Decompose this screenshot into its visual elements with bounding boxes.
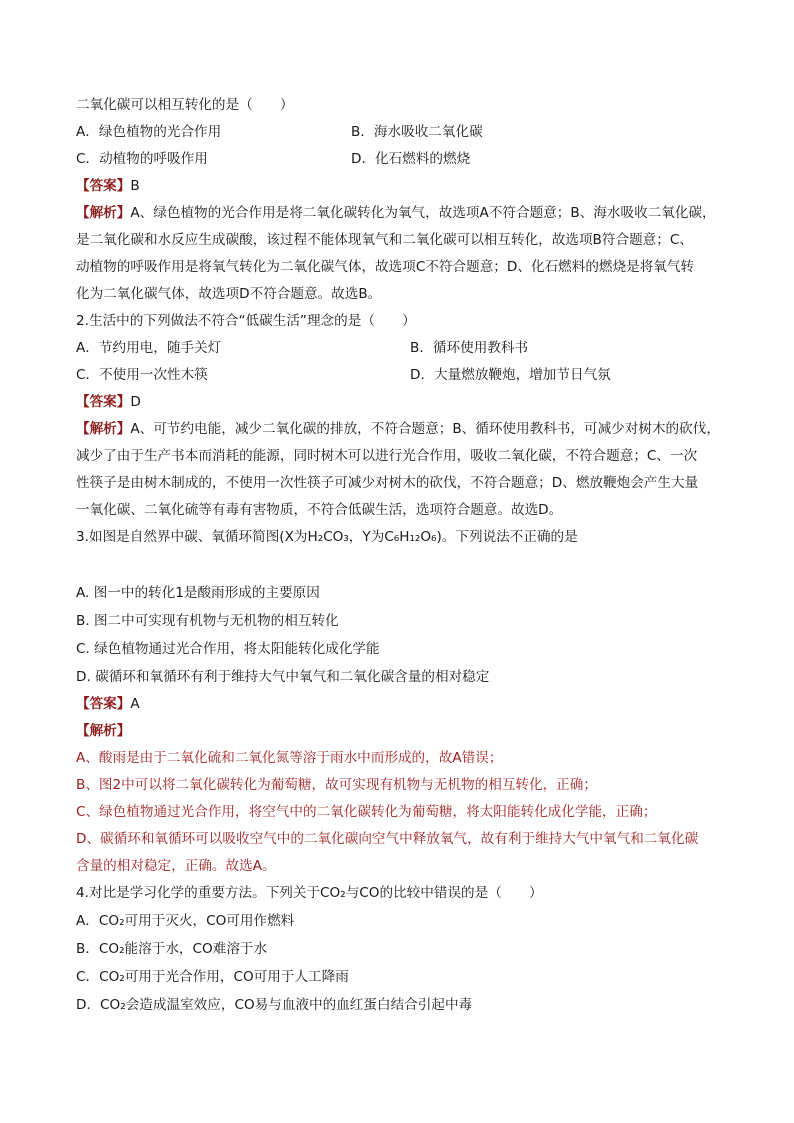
q3-analysis-line: 含量的相对稳定，正确。故选A。	[76, 858, 276, 874]
q2-stem: 2.生活中的下列做法不符合“低碳生活”理念的是（ ）	[76, 313, 416, 329]
q2-answer	[76, 392, 141, 412]
q3-analysis-line: D、碳循环和氧循环可以吸收空气中的二氧化碳向空气中释放氧气，故有利于维持大气中氧气和二氧化碳	[76, 831, 699, 847]
q3-analysis-label	[76, 721, 130, 741]
q1-analysis-line: 动植物的呼吸作用是将氧气转化为二氧化碳气体，故选项C不符合题意；D、化石燃料的燃烧是将氧气转	[76, 259, 695, 275]
q3-stem: 3.如图是自然界中碳、氧循环简图(X为H₂CO₃，Y为C₆H₁₂O₆)。下列说法不正确的是	[76, 529, 578, 545]
q1-answer	[76, 176, 140, 196]
q2-option-c: C．不使用一次性木筷	[76, 367, 208, 383]
q3-answer	[76, 694, 140, 714]
q2-analysis-line	[76, 419, 720, 439]
q2-option-a: A．节约用电，随手关灯	[76, 340, 222, 356]
answer-value: B	[130, 178, 140, 194]
q3-analysis-line: A、酸雨是由于二氧化硫和二氧化氮等溶于雨水中而形成的，故A错误；	[76, 750, 503, 766]
q1-analysis-line: 化为二氧化碳气体，故选项D不符合题意。故选B。	[76, 286, 382, 302]
q2-analysis-line: 性筷子是由树木制成的，不使用一次性筷子可减少对树木的砍伐，不符合题意；D、燃放鞭炮会产生大量	[76, 475, 699, 491]
analysis-text: A、可节约电能，减少二氧化碳的排放，不符合题意；B、循环使用教科书，可减少对树木的砍伐，	[130, 421, 720, 437]
answer-value: A	[130, 696, 140, 712]
answer-label: 【答案】	[76, 696, 131, 712]
analysis-label: 【解析】	[76, 205, 131, 221]
q3-analysis-line: B、图2中可以将二氧化碳转化为葡萄糖，故可实现有机物与无机物的相互转化，正确；	[76, 777, 597, 793]
analysis-label: 【解析】	[76, 723, 131, 739]
q1-analysis-line: 是二氧化碳和水反应生成碳酸，该过程不能体现氧气和二氧化碳可以相互转化，故选项B符合题意；C、	[76, 232, 693, 248]
q3-option-b: B. 图二中可实现有机物与无机物的相互转化	[76, 613, 339, 629]
q4-stem: 4.对比是学习化学的重要方法。下列关于CO₂与CO的比较中错误的是（ ）	[76, 885, 543, 901]
q3-analysis-line: C、绿色植物通过光合作用，将空气中的二氧化碳转化为葡萄糖，将太阳能转化成化学能，正确；	[76, 804, 657, 820]
q4-option-d: D．CO₂会造成温室效应，CO易与血液中的血红蛋白结合引起中毒	[76, 997, 473, 1013]
q4-option-a: A．CO₂可用于灭火，CO可用作燃料	[76, 913, 295, 929]
q1-option-d: D．化石燃料的燃烧	[351, 151, 471, 167]
q1-analysis-line	[76, 203, 716, 223]
answer-label: 【答案】	[76, 178, 131, 194]
q2-analysis-line: 一氧化碳、二氧化硫等有毒有害物质，不符合低碳生活，选项符合题意。故选D。	[76, 502, 563, 518]
analysis-text: A、绿色植物的光合作用是将二氧化碳转化为氧气，故选项A不符合题意；B、海水吸收二氧化碳，	[130, 205, 716, 221]
q4-option-b: B．CO₂能溶于水，CO难溶于水	[76, 941, 268, 957]
q1-option-b: B．海水吸收二氧化碳	[351, 124, 483, 140]
q3-option-c: C. 绿色植物通过光合作用，将太阳能转化成化学能	[76, 641, 380, 657]
q1-option-a: A．绿色植物的光合作用	[76, 124, 222, 140]
q4-option-c: C．CO₂可用于光合作用，CO可用于人工降雨	[76, 969, 349, 985]
q1-stem: 二氧化碳可以相互转化的是（ ）	[76, 97, 294, 113]
q1-option-c: C．动植物的呼吸作用	[76, 151, 208, 167]
q2-option-d: D．大量燃放鞭炮，增加节日气氛	[410, 367, 611, 383]
q3-option-a: A. 图一中的转化1是酸雨形成的主要原因	[76, 585, 320, 601]
q2-option-b: B．循环使用教科书	[410, 340, 529, 356]
q3-option-d: D. 碳循环和氧循环有利于维持大气中氧气和二氧化碳含量的相对稳定	[76, 669, 490, 685]
analysis-label: 【解析】	[76, 421, 131, 437]
answer-value: D	[130, 394, 141, 410]
answer-label: 【答案】	[76, 394, 131, 410]
q2-analysis-line: 减少了由于生产书本而消耗的能源，同时树木可以进行光合作用，吸收二氧化碳，不符合题意；C、一次	[76, 448, 698, 464]
